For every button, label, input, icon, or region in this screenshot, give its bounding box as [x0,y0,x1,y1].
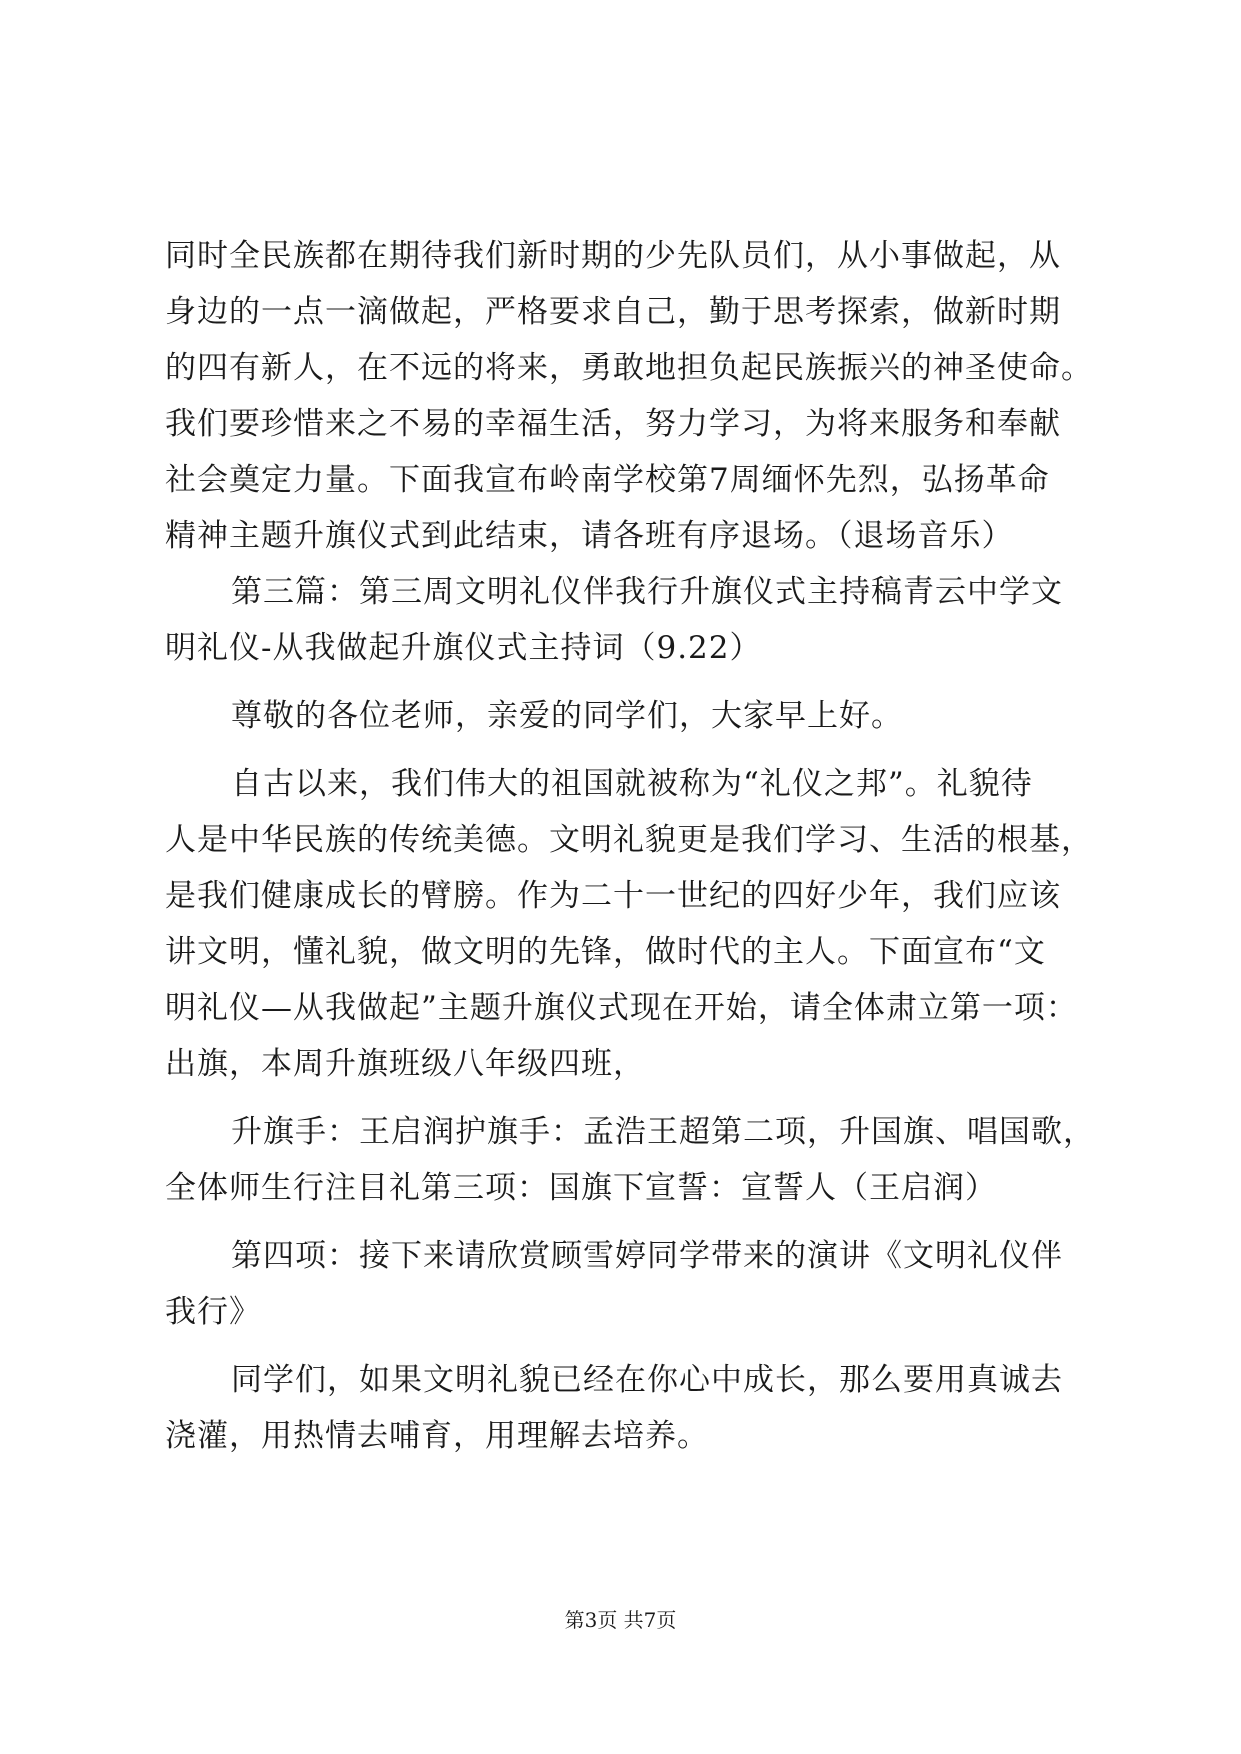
section-heading-line: 明礼仪-从我做起升旗仪式主持词（9.22） [165,630,762,666]
text-line: 我行》 [165,1294,261,1330]
text-line: 第四项：接下来请欣赏顾雪婷同学带来的演讲《文明礼仪伴 [231,1238,1063,1274]
greeting-line: 尊敬的各位老师，亲爱的同学们，大家早上好。 [231,698,903,734]
text-line: 自古以来，我们伟大的祖国就被称为“礼仪之邦”。礼貌待 [231,766,1033,802]
text-line: 的四有新人，在不远的将来，勇敢地担负起民族振兴的神圣使命。 [165,350,1093,386]
text-line: 出旗，本周升旗班级八年级四班， [165,1046,645,1082]
text-line: 是我们健康成长的臂膀。作为二十一世纪的四好少年，我们应该 [165,878,1061,914]
section-heading-line: 第三篇：第三周文明礼仪伴我行升旗仪式主持稿青云中学文 [231,574,1063,610]
text-line: 明礼仪—从我做起”主题升旗仪式现在开始，请全体肃立第一项： [165,990,1078,1026]
text-line: 讲文明，懂礼貌，做文明的先锋，做时代的主人。下面宣布“文 [165,934,1046,970]
text-line: 全体师生行注目礼第三项：国旗下宣誓：宣誓人（王启润） [165,1170,997,1206]
text-line: 精神主题升旗仪式到此结束，请各班有序退场。（退场音乐） [165,518,1014,554]
text-line: 同学们，如果文明礼貌已经在你心中成长，那么要用真诚去 [231,1362,1063,1398]
text-line: 同时全民族都在期待我们新时期的少先队员们，从小事做起，从 [165,238,1061,274]
text-line: 浇灌，用热情去哺育，用理解去培养。 [165,1418,709,1454]
text-line: 我们要珍惜来之不易的幸福生活，努力学习，为将来服务和奉献 [165,406,1061,442]
text-line: 身边的一点一滴做起，严格要求自己，勤于思考探索，做新时期 [165,294,1061,330]
text-line: 升旗手：王启润护旗手：孟浩王超第二项，升国旗、唱国歌， [231,1114,1095,1150]
page-number-footer: 第3页 共7页 [564,1608,677,1632]
text-line: 社会奠定力量。下面我宣布岭南学校第7周缅怀先烈，弘扬革命 [165,462,1050,498]
text-line: 人是中华民族的传统美德。文明礼貌更是我们学习、生活的根基， [165,822,1093,858]
document-body [165,228,1095,1464]
